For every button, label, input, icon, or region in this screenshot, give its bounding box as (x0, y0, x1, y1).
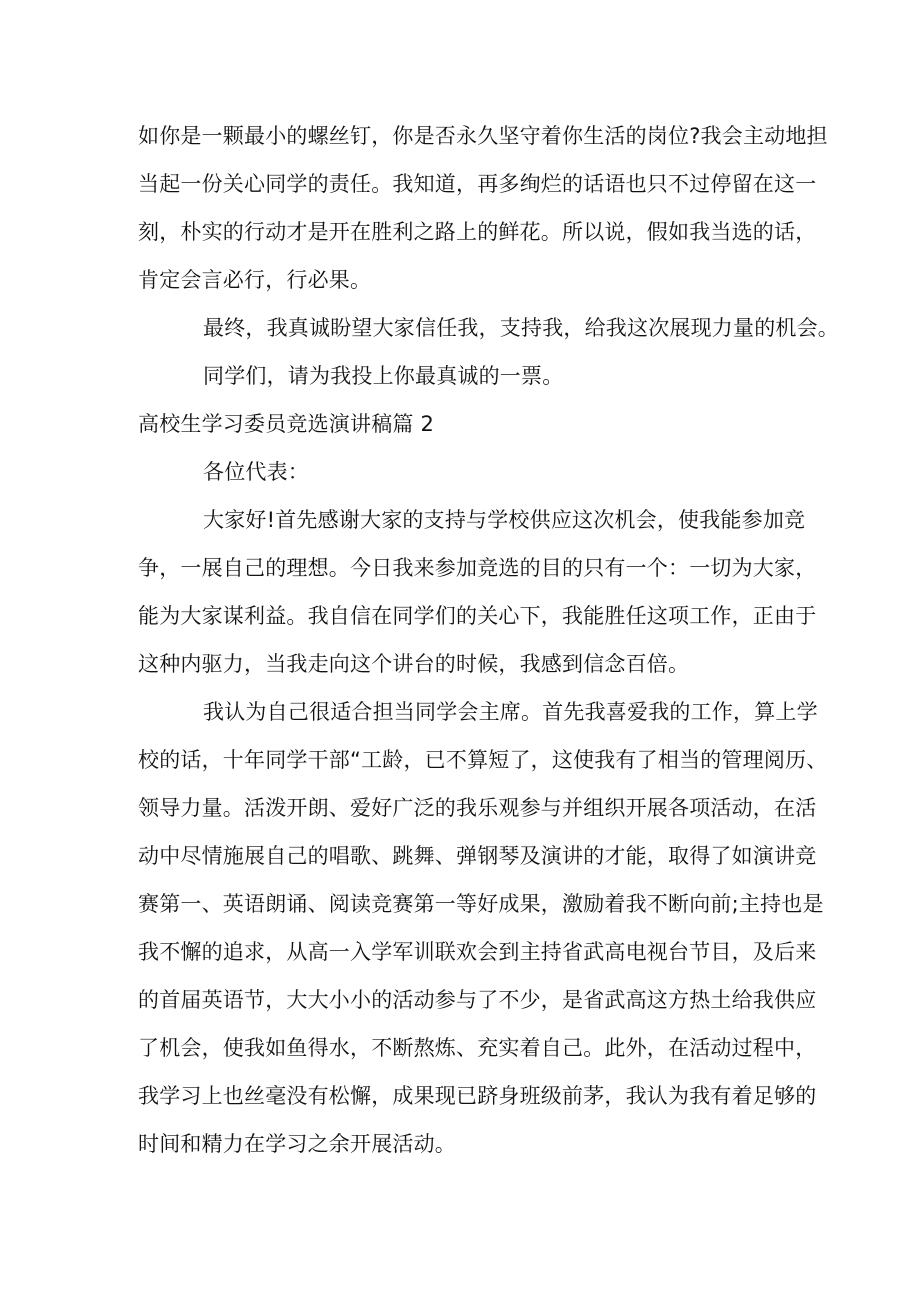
paragraph-line: 这种内驱力，当我走向这个讲台的时候，我感到信念百倍。 (138, 652, 690, 676)
section-heading: 高校生学习委员竞选演讲稿篇 2 (138, 412, 435, 436)
paragraph-line: 的首届英语节，大大小小的活动参与了不少，是省武高这方热土给我供应 (138, 988, 817, 1012)
paragraph-line: 争，一展自己的理想。今日我来参加竞选的目的只有一个：一切为大家， (138, 556, 817, 580)
paragraph-line: 我学习上也丝毫没有松懈，成果现已跻身班级前茅，我认为我有着足够的 (138, 1084, 817, 1108)
paragraph-line: 我认为自己很适合担当同学会主席。首先我喜爱我的工作，算上学 (203, 700, 818, 724)
paragraph-line: 刻，朴实的行动才是开在胜利之路上的鲜花。所以说，假如我当选的话， (138, 220, 817, 244)
paragraph-line: 最终，我真诚盼望大家信任我，支持我，给我这次展现力量的机会。 (203, 316, 839, 340)
paragraph-line: 同学们，请为我投上你最真诚的一票。 (203, 364, 564, 388)
salutation: 各位代表： (203, 460, 309, 484)
paragraph-line: 当起一份关心同学的责任。我知道，再多绚烂的话语也只不过停留在这一 (138, 172, 817, 196)
paragraph-line: 动中尽情施展自己的唱歌、跳舞、弹钢琴及演讲的才能，取得了如演讲竞 (138, 844, 817, 868)
paragraph-line: 时间和精力在学习之余开展活动。 (138, 1132, 456, 1156)
paragraph-line: 领导力量。活泼开朗、爱好广泛的我乐观参与并组织开展各项活动，在活 (138, 796, 817, 820)
paragraph-line: 赛第一、英语朗诵、阅读竞赛第一等好成果，激励着我不断向前;主持也是 (138, 892, 824, 916)
paragraph-line: 校的话，十年同学干部“工龄，已不算短了，这使我有了相当的管理阅历、 (138, 748, 828, 772)
paragraph-line: 大家好!首先感谢大家的支持与学校供应这次机会，使我能参加竞 (203, 508, 806, 532)
paragraph-line: 了机会，使我如鱼得水，不断熬炼、充实着自己。此外，在活动过程中， (138, 1036, 817, 1060)
paragraph-line: 能为大家谋利益。我自信在同学们的关心下，我能胜任这项工作，正由于 (138, 604, 817, 628)
paragraph-line: 肯定会言必行，行必果。 (138, 268, 372, 292)
paragraph-line: 我不懈的追求，从高一入学军训联欢会到主持省武高电视台节目，及后来 (138, 940, 817, 964)
paragraph-line: 如你是一颗最小的螺丝钉，你是否永久坚守着你生活的岗位?我会主动地担 (138, 124, 828, 148)
